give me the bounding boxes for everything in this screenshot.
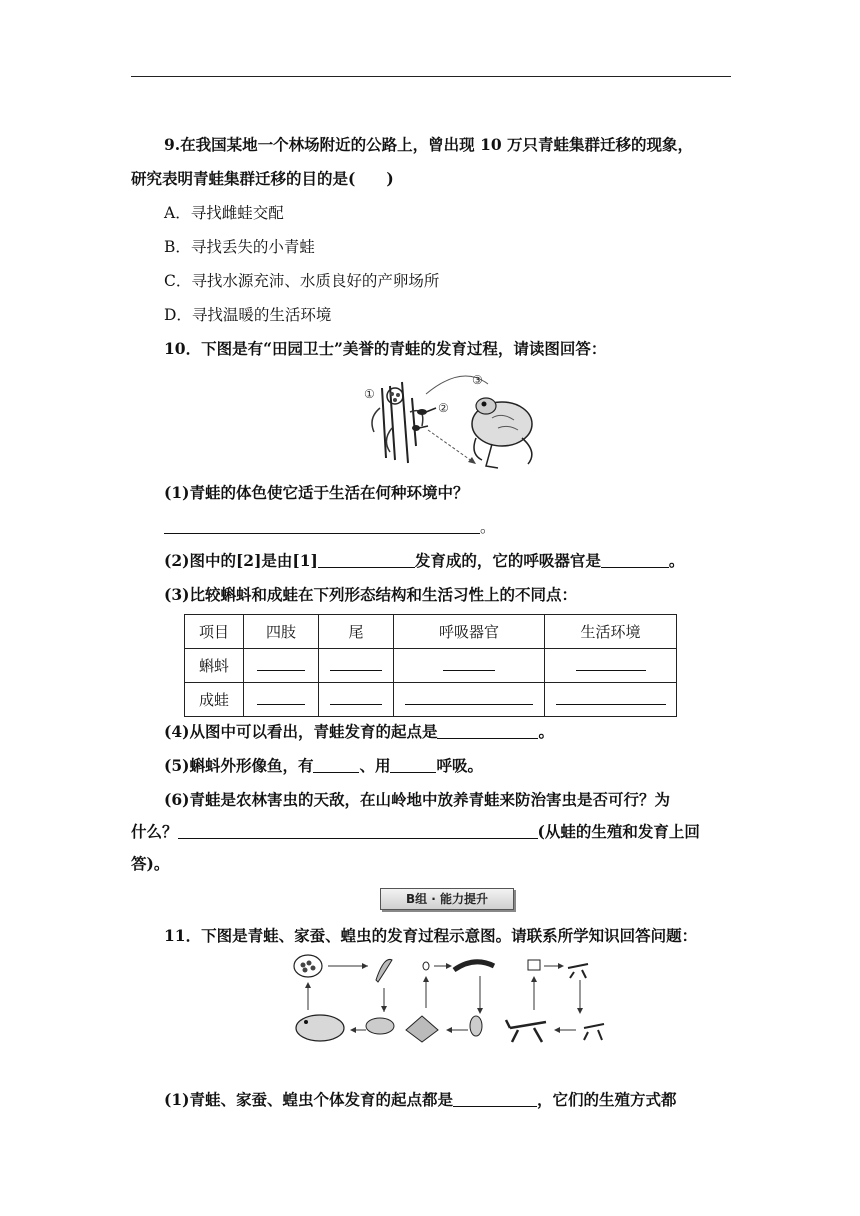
answer-blank[interactable] xyxy=(330,656,382,671)
answer-blank[interactable] xyxy=(257,690,305,705)
answer-blank[interactable] xyxy=(318,551,415,568)
answer-blank[interactable] xyxy=(313,756,359,773)
q10-part2: (2)图中的[2]是由[1] 发育成的，它的呼吸器官是 。 xyxy=(164,551,685,570)
q10-part5: (5)蝌蚪外形像鱼，有 、用 呼吸。 xyxy=(164,756,483,775)
q9-stem-line1: 9.在我国某地一个林场附近的公路上，曾出现 10 万只青蛙集群迁移的现象， xyxy=(164,135,694,154)
q10-part1: (1)青蛙的体色使它适于生活在何种环境中？ xyxy=(164,483,469,502)
figure-label-1: ① xyxy=(364,387,375,401)
q9-option-b: B．寻找丢失的小青蛙 xyxy=(164,238,315,256)
life-cycle-figure xyxy=(288,950,614,1050)
q10-part6-line3: 答)。 xyxy=(131,854,170,873)
table-header-row xyxy=(185,615,677,649)
q9-option-c: C．寻找水源充沛、水质良好的产卵场所 xyxy=(164,272,440,290)
figure-label-2: ② xyxy=(438,401,449,415)
table-row xyxy=(185,683,677,717)
figure-label-3: ③ xyxy=(472,373,483,387)
answer-blank[interactable] xyxy=(556,690,666,705)
row-label: 成蛙 xyxy=(185,683,244,717)
header-rule xyxy=(131,76,731,77)
q10-part1-answer: 。 xyxy=(164,515,731,539)
q9-option-a: A．寻找雌蛙交配 xyxy=(164,204,284,222)
q10-part4: (4)从图中可以看出，青蛙发育的起点是 。 xyxy=(164,722,554,741)
answer-blank[interactable] xyxy=(390,756,436,773)
table-row xyxy=(185,649,677,683)
answer-blank[interactable] xyxy=(437,722,538,739)
table-header: 项目 xyxy=(185,615,244,649)
answer-blank[interactable] xyxy=(257,656,305,671)
q9-option-d: D．寻找温暖的生活环境 xyxy=(164,306,332,324)
comparison-table xyxy=(184,614,677,717)
answer-blank[interactable] xyxy=(443,656,495,671)
q10-part6-line1: (6)青蛙是农林害虫的天敌，在山岭地中放养青蛙来防治害虫是否可行？为 xyxy=(164,790,670,809)
q9-stem-line2: 研究表明青蛙集群迁移的目的是( ) xyxy=(131,169,394,188)
row-label: 蝌蚪 xyxy=(185,649,244,683)
answer-blank[interactable] xyxy=(601,551,669,568)
q10-part3: (3)比较蝌蚪和成蛙在下列形态结构和生活习性上的不同点： xyxy=(164,585,577,604)
table-header: 呼吸器官 xyxy=(394,615,545,649)
answer-blank[interactable] xyxy=(405,690,533,705)
frog-development-figure xyxy=(362,368,552,476)
answer-blank[interactable] xyxy=(453,1090,537,1107)
q10-part6-line2: 什么？ (从蛙的生殖和发育上回 xyxy=(131,822,700,841)
answer-blank[interactable] xyxy=(164,517,480,534)
q10-stem: 10．下图是有“田园卫士”美誉的青蛙的发育过程，请读图回答： xyxy=(164,339,607,358)
q11-stem: 11．下图是青蛙、家蚕、蝗虫的发育过程示意图。请联系所学知识回答问题： xyxy=(164,926,698,945)
answer-blank[interactable] xyxy=(178,822,538,839)
table-header: 尾 xyxy=(319,615,394,649)
answer-blank[interactable] xyxy=(576,656,646,671)
section-badge: B组 · 能力提升 xyxy=(380,888,514,910)
answer-blank[interactable] xyxy=(330,690,382,705)
table-header: 生活环境 xyxy=(545,615,677,649)
table-header: 四肢 xyxy=(244,615,319,649)
q11-part1: (1)青蛙、家蚕、蝗虫个体发育的起点都是 ，它们的生殖方式都 xyxy=(164,1090,677,1109)
